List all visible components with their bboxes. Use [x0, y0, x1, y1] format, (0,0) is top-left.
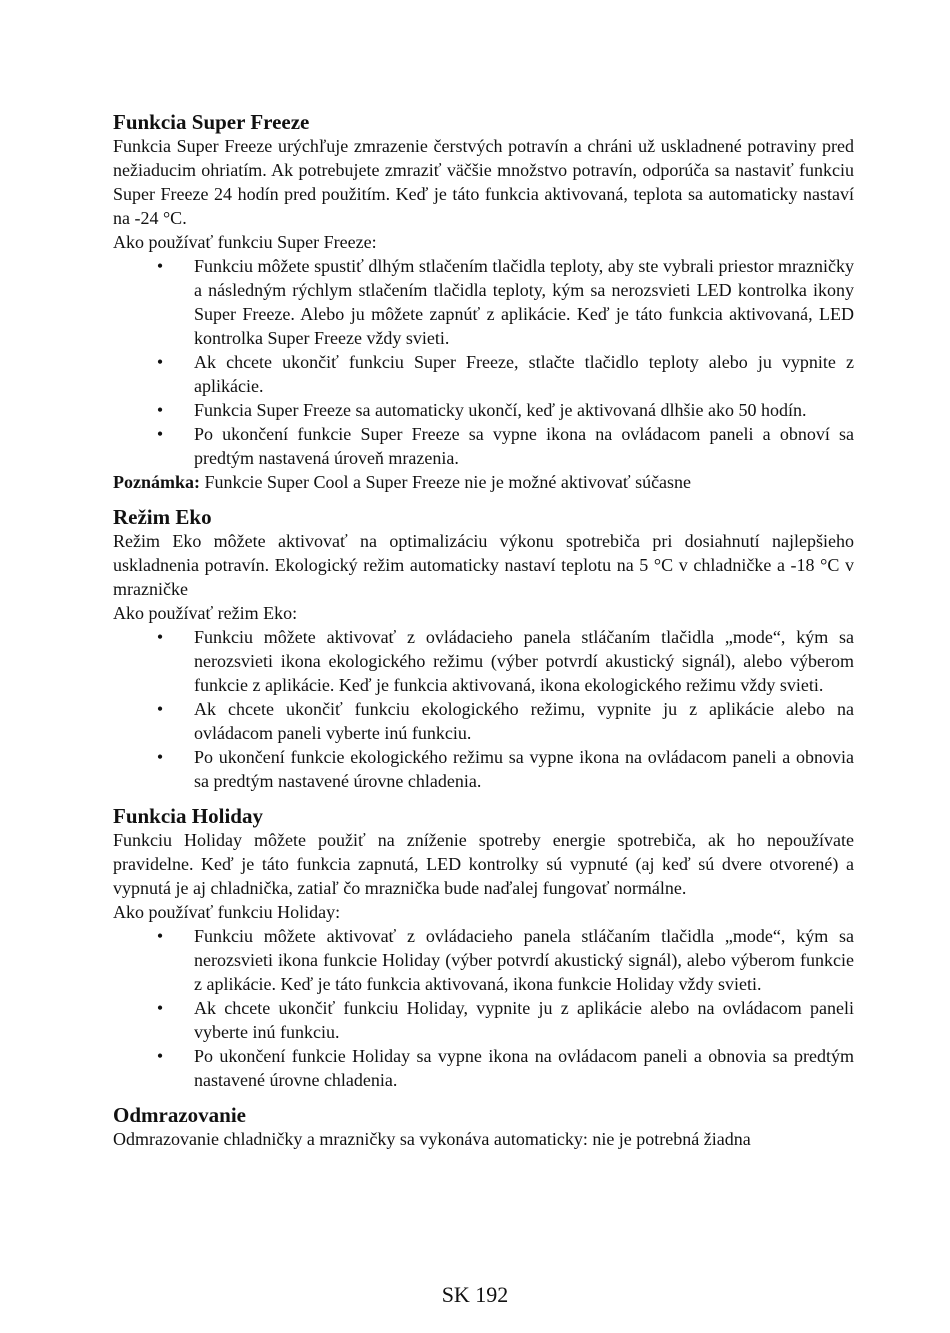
list-item-text: Funkciu môžete spustiť dlhým stlačením tlačidla teploty, aby ste vybrali priestor mrazničky a následným rýchlym stlačením tlačidla teploty, kým sa nerozsvieti LED kontrolka ikony Super Freeze. Alebo ju môžete zapnúť z aplikácie. Keď je táto funkcia aktivovaná, LED kontrolka Super Freeze vždy svieti.: [194, 256, 854, 348]
section-eco-mode: [113, 505, 854, 793]
list-item: [113, 924, 854, 996]
page-number: SK 192: [441, 1282, 509, 1307]
bullet-list: [113, 924, 854, 1092]
list-item-text: Po ukončení funkcie ekologického režimu sa vypne ikona na ovládacom paneli a obnovia sa predtým nastavené úrovne chladenia.: [194, 747, 854, 791]
bullet-icon: •: [156, 400, 164, 420]
list-item: [113, 350, 854, 398]
bullet-icon: •: [156, 998, 164, 1018]
document-page: [113, 110, 854, 1151]
list-item-text: Po ukončení funkcie Holiday sa vypne ikona na ovládacom paneli a obnovia sa predtým nastavené úrovne chladenia.: [194, 1046, 854, 1090]
bullet-icon: •: [156, 352, 164, 372]
bullet-icon: •: [156, 747, 164, 767]
note-label: Poznámka:: [113, 472, 200, 492]
section-heading: Funkcia Super Freeze: [113, 110, 310, 134]
note-line: [113, 470, 854, 494]
list-item-text: Ak chcete ukončiť funkciu Holiday, vypnite ju z aplikácie alebo na ovládacom paneli vyberte inú funkciu.: [194, 998, 854, 1042]
bullet-icon: •: [156, 256, 164, 276]
list-item-text: Po ukončení funkcie Super Freeze sa vypne ikona na ovládacom paneli a obnoví sa predtým nastavená úroveň mrazenia.: [194, 424, 854, 468]
bullet-icon: •: [156, 926, 164, 946]
section-defrosting: [113, 1103, 854, 1151]
howto-line: Ako používať funkciu Super Freeze:: [113, 232, 377, 252]
bullet-list: [113, 625, 854, 793]
list-item: [113, 1044, 854, 1092]
list-item: [113, 625, 854, 697]
bullet-list: [113, 254, 854, 470]
list-item-text: Ak chcete ukončiť funkciu ekologického režimu, vypnite ju z aplikácie alebo na ovládacom paneli vyberte inú funkciu.: [194, 699, 854, 743]
section-paragraph: Režim Eko môžete aktivovať na optimalizáciu výkonu spotrebiča pri dosiahnutí najlepšieho uskladnenia potravín. Ekologický režim automaticky nastaví teplotu na 5 °C v chladničke a -18 °C v mrazničke: [113, 531, 854, 599]
list-item-text: Funkciu môžete aktivovať z ovládacieho panela stláčaním tlačidla „mode“, kým sa nerozsvieti ikona funkcie Holiday (výber potvrdí akustický signál), alebo výberom funkcie z aplikácie. Keď je táto funkcia aktivovaná, ikona funkcie Holiday vždy svieti.: [194, 926, 854, 994]
section-paragraph: Funkciu Holiday môžete použiť na zníženie spotreby energie spotrebiča, ak ho nepoužívate pravidelne. Keď je táto funkcia zapnutá, LED kontrolky sú vypnuté (aj keď sú dvere otvorené) a vypnutá je aj chladnička, zatiaľ čo mraznička bude naďalej fungovať normálne.: [113, 830, 854, 898]
bullet-icon: •: [156, 424, 164, 444]
bullet-icon: •: [156, 1046, 164, 1066]
section-heading: Režim Eko: [113, 505, 212, 529]
howto-line: Ako používať funkciu Holiday:: [113, 902, 341, 922]
section-heading: Odmrazovanie: [113, 1103, 246, 1127]
section-holiday: [113, 804, 854, 1092]
list-item: [113, 254, 854, 350]
list-item: [113, 398, 854, 422]
bullet-icon: •: [156, 699, 164, 719]
section-paragraph: Odmrazovanie chladničky a mrazničky sa vykonáva automaticky: nie je potrebná žiadna: [113, 1129, 751, 1149]
howto-line: Ako používať režim Eko:: [113, 603, 298, 623]
note-text: Funkcie Super Cool a Super Freeze nie je možné aktivovať súčasne: [200, 472, 692, 492]
section-paragraph: Funkcia Super Freeze urýchľuje zmrazenie čerstvých potravín a chráni už uskladnené potraviny pred nežiaducim ohriatím. Ak potrebujete zmraziť väčšie množstvo potravín, odporúča sa nastaviť funkciu Super Freeze 24 hodín pred použitím. Keď je táto funkcia aktivovaná, teplota sa automaticky nastaví na -24 °C.: [113, 136, 854, 228]
list-item-text: Funkcia Super Freeze sa automaticky ukončí, keď je aktivovaná dlhšie ako 50 hodín.: [194, 400, 807, 420]
list-item: [113, 422, 854, 470]
list-item-text: Funkciu môžete aktivovať z ovládacieho panela stláčaním tlačidla „mode“, kým sa nerozsvieti ikona ekologického režimu (výber potvrdí akustický signál), alebo výberom funkcie z aplikácie. Keď je funkcia aktivovaná, ikona ekologického režimu vždy svieti.: [194, 627, 854, 695]
list-item: [113, 697, 854, 745]
list-item: [113, 745, 854, 793]
section-super-freeze: [113, 110, 854, 494]
list-item: [113, 996, 854, 1044]
bullet-icon: •: [156, 627, 164, 647]
section-heading: Funkcia Holiday: [113, 804, 263, 828]
list-item-text: Ak chcete ukončiť funkciu Super Freeze, stlačte tlačidlo teploty alebo ju vypnite z aplikácie.: [194, 352, 854, 396]
